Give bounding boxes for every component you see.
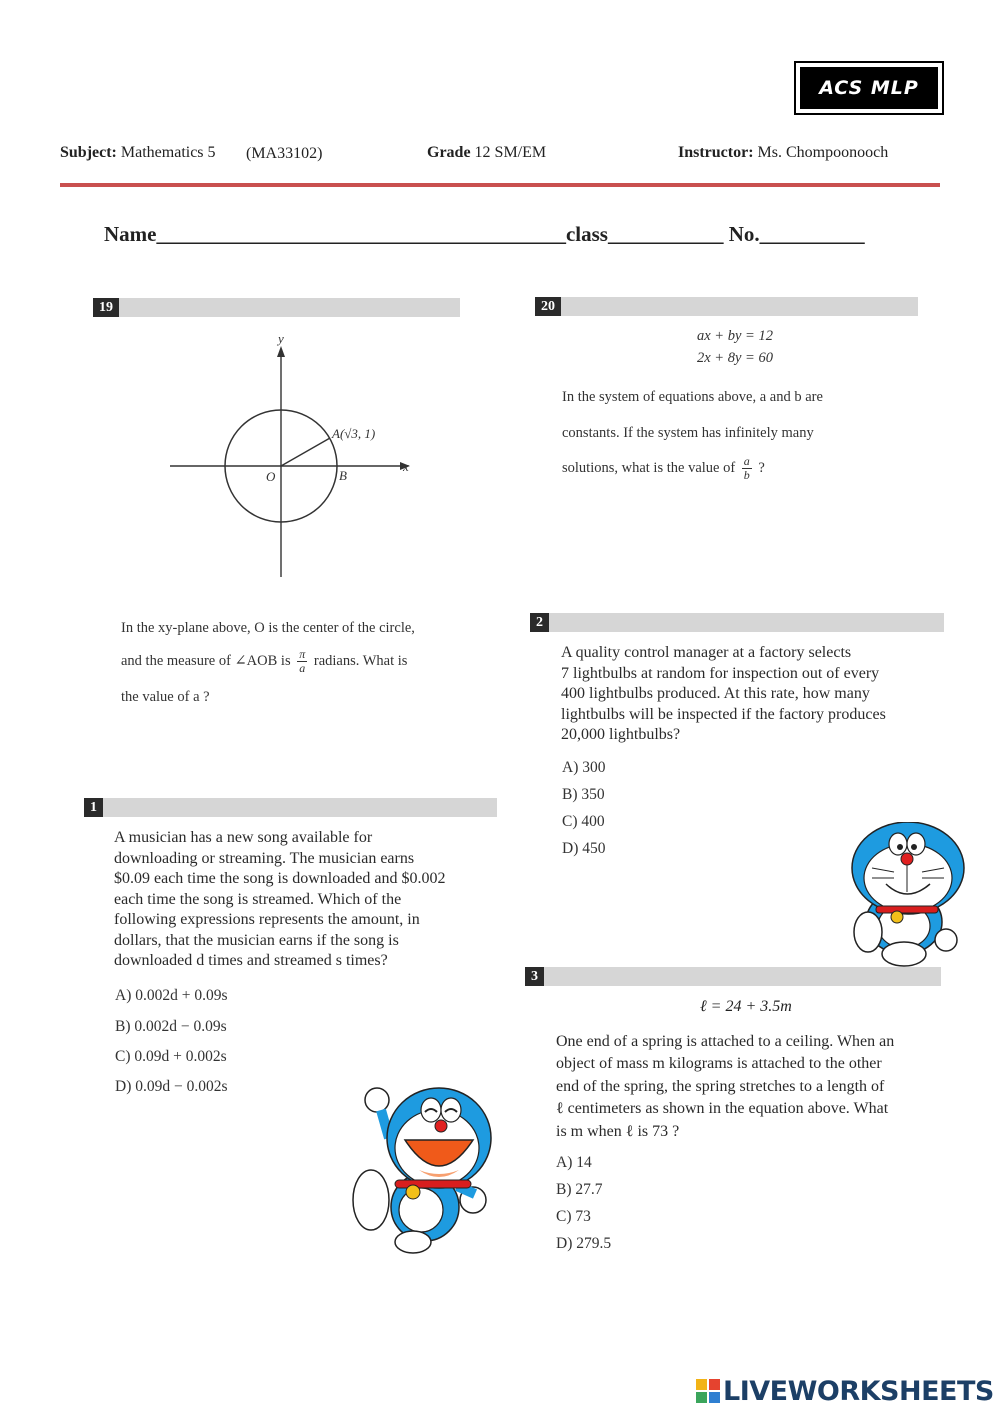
point-b-label: B (339, 468, 347, 483)
q2-choice-c[interactable]: C) 400 (562, 813, 605, 830)
q1-choice-c[interactable]: C) 0.09d + 0.002s (115, 1048, 227, 1065)
course-code: (MA33102) (246, 145, 323, 162)
instructor-value: Ms. Chompoonooch (757, 144, 889, 161)
instructor-label: Instructor: (678, 144, 754, 161)
no-label: No. (728, 222, 760, 246)
class-label: class (565, 222, 608, 246)
class-blank[interactable]: ___________ (607, 222, 724, 246)
q3-choice-b[interactable]: B) 27.7 (556, 1181, 603, 1198)
question-2-number: 2 (530, 613, 549, 632)
question-19-bar (93, 298, 460, 317)
question-2-bar (530, 613, 944, 632)
q20-text-line-2: constants. If the system has infinitely many (562, 425, 814, 441)
subject-label: Subject: (60, 144, 117, 161)
name-label: Name (104, 222, 157, 246)
q3-choice-d[interactable]: D) 279.5 (556, 1235, 612, 1252)
grade-field (427, 144, 546, 162)
no-blank[interactable]: __________ (759, 222, 865, 246)
instructor-field (678, 144, 888, 162)
question-20-bar (535, 297, 918, 316)
a-over-b-fraction: $\frac{a}{b}$ (743, 454, 750, 482)
q2-stem: A quality control manager at a factory selects 7 lightbulbs at random for inspection out of every 400 lightbulbs produced. At this rate, how many lightbulbs will be inspected if the factory produces 20,000 lightbulbs? (561, 644, 886, 743)
y-axis-arrow (277, 346, 285, 357)
grade-value: 12 SM/EM (474, 144, 547, 161)
q20-text-line-3: solutions, what is the value of $\frac{a}{b}$ ? (562, 454, 765, 482)
q19-text-line-2: and the measure of ∠AOB is $\frac{\pi}{a}$ radians. What is (121, 647, 408, 675)
q3-choice-a[interactable]: A) 14 (556, 1154, 592, 1171)
subject-value: Mathematics 5 (120, 144, 216, 161)
liveworksheets-logo-text: LIVEWORKSHEETS (723, 1376, 994, 1407)
q2-choice-a[interactable]: A) 300 (562, 759, 606, 776)
q19-text-line-1: In the xy-plane above, O is the center of the circle, (121, 620, 415, 636)
header-divider (60, 183, 940, 187)
question-3-number: 3 (525, 967, 544, 986)
question-20-number: 20 (535, 297, 561, 316)
radius-oa (281, 438, 330, 466)
acs-mlp-badge (794, 61, 944, 115)
q2-choice-d[interactable]: D) 450 (562, 840, 606, 857)
q3-choice-c[interactable]: C) 73 (556, 1208, 591, 1225)
name-blank[interactable]: _______________________________________ (156, 222, 566, 246)
acs-mlp-badge-text: ACS MLP (800, 67, 938, 109)
q20-equation-1: ax + by = 12 (697, 328, 773, 344)
liveworksheets-logo-icon (696, 1379, 720, 1403)
q3-stem: One end of a spring is attached to a ceiling. When an object of mass m kilograms is attached to the other end of the spring, the spring stretches to a length of ℓ centimeters as shown in the equation above. What is m when ℓ is 73 ? (556, 1033, 895, 1140)
question-3-bar (525, 967, 941, 986)
q1-choice-b[interactable]: B) 0.002d − 0.09s (115, 1018, 227, 1035)
question-19-number: 19 (93, 298, 119, 317)
doraemon-sitting-image (842, 822, 968, 968)
liveworksheets-logo[interactable] (696, 1376, 994, 1407)
q20-text-line-1: In the system of equations above, a and b are (562, 389, 823, 405)
subject-field (60, 144, 216, 162)
grade-label: Grade (427, 144, 471, 161)
q20-equation-2: 2x + 8y = 60 (697, 350, 773, 366)
q3-equation: ℓ = 24 + 3.5m (700, 998, 792, 1015)
q2-choice-b[interactable]: B) 350 (562, 786, 605, 803)
q1-choice-a[interactable]: A) 0.002d + 0.09s (115, 987, 228, 1004)
x-label: x (403, 459, 409, 474)
q19-text-line-3: the value of a ? (121, 689, 210, 705)
q1-stem: A musician has a new song available for downloading or streaming. The musician earns $0.09 each time the song is downloaded and $0.002 each time the song is streamed. Which of the following expressions represents the amount, in dollars, that the musician earns if the song is downloaded d times and streamed s times? (114, 829, 446, 969)
origin-label: O (266, 469, 276, 484)
y-label: y (278, 331, 284, 346)
pi-over-a-fraction: $\frac{\pi}{a}$ (299, 647, 306, 675)
point-a-label: A(√3, 1) (332, 426, 376, 441)
question-1-bar (84, 798, 497, 817)
student-info-line (104, 222, 865, 247)
doraemon-jumping-image (345, 1082, 495, 1258)
question-1-number: 1 (84, 798, 103, 817)
unit-circle-graph (160, 325, 420, 585)
q1-choice-d[interactable]: D) 0.09d − 0.002s (115, 1078, 228, 1095)
